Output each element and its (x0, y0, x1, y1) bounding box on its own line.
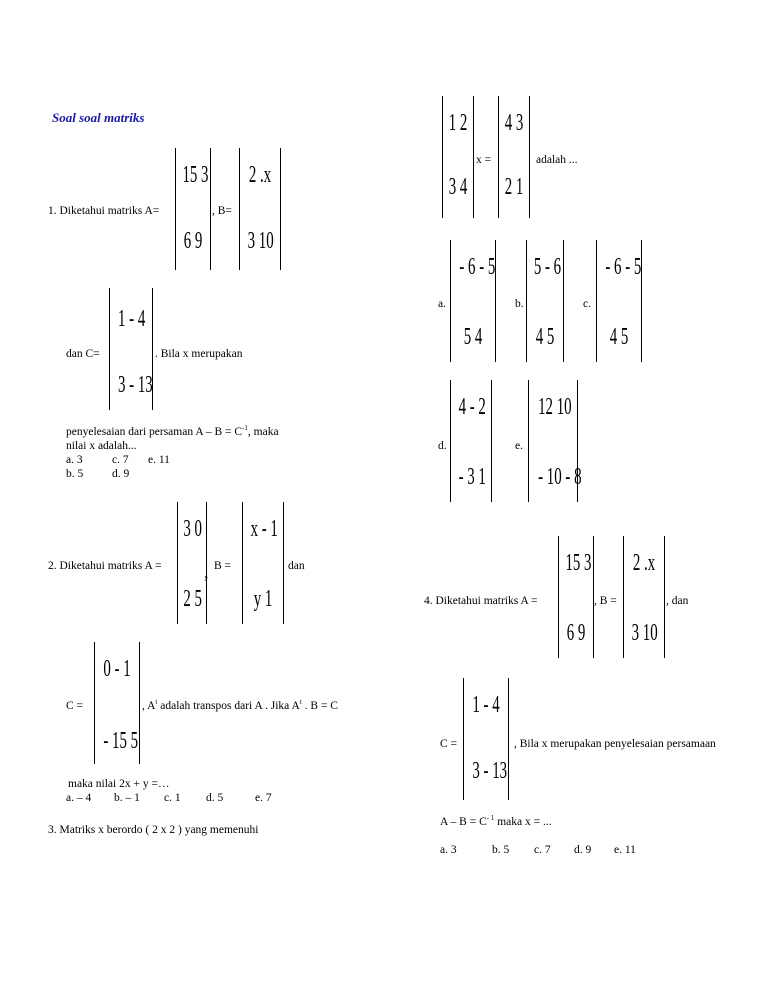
matrix-row: 2 .x (248, 162, 272, 188)
q4-matrix-b (623, 536, 665, 658)
q4-option-e: e. 11 (614, 844, 636, 856)
q1-b-label: , B= (212, 205, 232, 217)
q2-option-b: b. – 1 (114, 792, 140, 804)
q1-matrix-b (239, 148, 281, 270)
q3-x-eq: x = (476, 154, 492, 166)
matrix-row: 1 - 4 (472, 692, 500, 718)
q4-matrix-a (558, 536, 594, 658)
q2-b-label: B = (214, 560, 232, 572)
q2-dan: dan (288, 560, 305, 572)
matrix-row: x - 1 (250, 516, 278, 542)
q3-matrix-1 (442, 96, 474, 218)
matrix-row: 3 4 (448, 174, 468, 200)
q3-intro: 3. Matriks x berordo ( 2 x 2 ) yang memenuhi (48, 824, 259, 836)
q3-option-c-matrix (596, 240, 642, 362)
q3-option-b-matrix (526, 240, 564, 362)
q3-option-d-label: d. (438, 440, 447, 452)
q4-dan: , dan (666, 595, 689, 607)
q1-c-tail: . Bila x merupakan (155, 348, 243, 360)
q4-b-label: , B = (594, 595, 617, 607)
q4-option-d: d. 9 (574, 844, 592, 856)
q2-line: maka nilai 2x + y =… (68, 778, 170, 790)
matrix-row: 5 4 (463, 324, 483, 350)
matrix-row: - 6 - 5 (605, 254, 642, 280)
q1-matrix-c (109, 288, 153, 410)
q1-line1: penyelesaian dari persaman $A - B = C^{-1}$, maka (66, 424, 279, 438)
q2-option-e: e. 7 (255, 792, 272, 804)
matrix-row: 5 - 6 (533, 254, 562, 280)
q3-option-a-matrix (450, 240, 496, 362)
q3-option-b-label: b. (515, 298, 524, 310)
matrix-row: y 1 (253, 586, 273, 612)
matrix-row: 2 5 (183, 586, 202, 612)
matrix-row: 4 5 (535, 324, 555, 350)
q4-option-a: a. 3 (440, 844, 457, 856)
matrix-row: - 15 5 (103, 728, 139, 754)
matrix-row: 6 9 (566, 620, 586, 646)
q4-c-label: C = (440, 738, 458, 750)
matrix-row: 3 10 (631, 620, 658, 646)
q2-matrix-c (94, 642, 140, 764)
matrix-row: 3 - 13 (117, 372, 153, 398)
matrix-row: 4 - 2 (458, 394, 486, 420)
q2-c-label: C = (66, 700, 84, 712)
q1-option-e: e. 11 (148, 454, 170, 466)
q3-option-e-matrix (528, 380, 582, 502)
matrix-row: 3 - 13 (472, 758, 508, 784)
q2-c-tail: , $A^t$ adalah transpos dari A . Jika $A^t$ . B = C (142, 698, 338, 712)
q2-option-c: c. 1 (164, 792, 181, 804)
q1-line2: nilai x adalah... (66, 440, 137, 452)
q4-matrix-c (463, 678, 509, 800)
matrix-row: 3 10 (247, 228, 274, 254)
q4-c-tail: , Bila x merupakan penyelesaian persamaan (514, 738, 716, 750)
q3-tail: adalah ... (536, 154, 578, 166)
page-title: Soal soal matriks (52, 110, 145, 125)
q1-option-a: a. 3 (66, 454, 83, 466)
matrix-row: 2 .x (632, 550, 656, 576)
q1-intro: 1. Diketahui matriks A= (48, 205, 160, 217)
q2-comma: , (204, 562, 209, 582)
q2-matrix-a (177, 502, 207, 624)
q3-option-d-matrix (450, 380, 492, 502)
q3-option-c-label: c. (583, 298, 591, 310)
q2-option-d: d. 5 (206, 792, 224, 804)
matrix-row: 15 3 (565, 550, 592, 576)
q4-option-c: c. 7 (534, 844, 551, 856)
q3-matrix-2 (498, 96, 530, 218)
q1-option-d: d. 9 (112, 468, 130, 480)
q2-matrix-b (242, 502, 284, 624)
q1-c-label: dan C= (66, 348, 100, 360)
matrix-row: - 3 1 (458, 464, 486, 490)
q2-intro: 2. Diketahui matriks A = (48, 560, 162, 572)
q1-matrix-a (175, 148, 211, 270)
matrix-row: 1 - 4 (117, 306, 146, 332)
q3-option-a-label: a. (438, 298, 446, 310)
matrix-row: 1 2 (448, 110, 468, 136)
matrix-row: 2 1 (504, 174, 524, 200)
q4-option-b: b. 5 (492, 844, 510, 856)
q2-option-a: a. – 4 (66, 792, 92, 804)
q4-intro: 4. Diketahui matriks A = (424, 595, 538, 607)
q1-option-b: b. 5 (66, 468, 84, 480)
matrix-row: 0 - 1 (103, 656, 131, 682)
q4-line: $A - B = C^{- 1}$ maka x = ... (440, 814, 552, 828)
matrix-row: - 6 - 5 (459, 254, 496, 280)
matrix-row: - 10 - 8 (538, 464, 582, 490)
matrix-row: 4 5 (609, 324, 629, 350)
matrix-row: 12 10 (538, 394, 572, 420)
q1-option-c: c. 7 (112, 454, 129, 466)
matrix-row: 15 3 (182, 162, 209, 188)
matrix-row: 3 0 (183, 516, 202, 542)
matrix-row: 6 9 (183, 228, 203, 254)
matrix-row: 4 3 (504, 110, 524, 136)
q3-option-e-label: e. (515, 440, 523, 452)
